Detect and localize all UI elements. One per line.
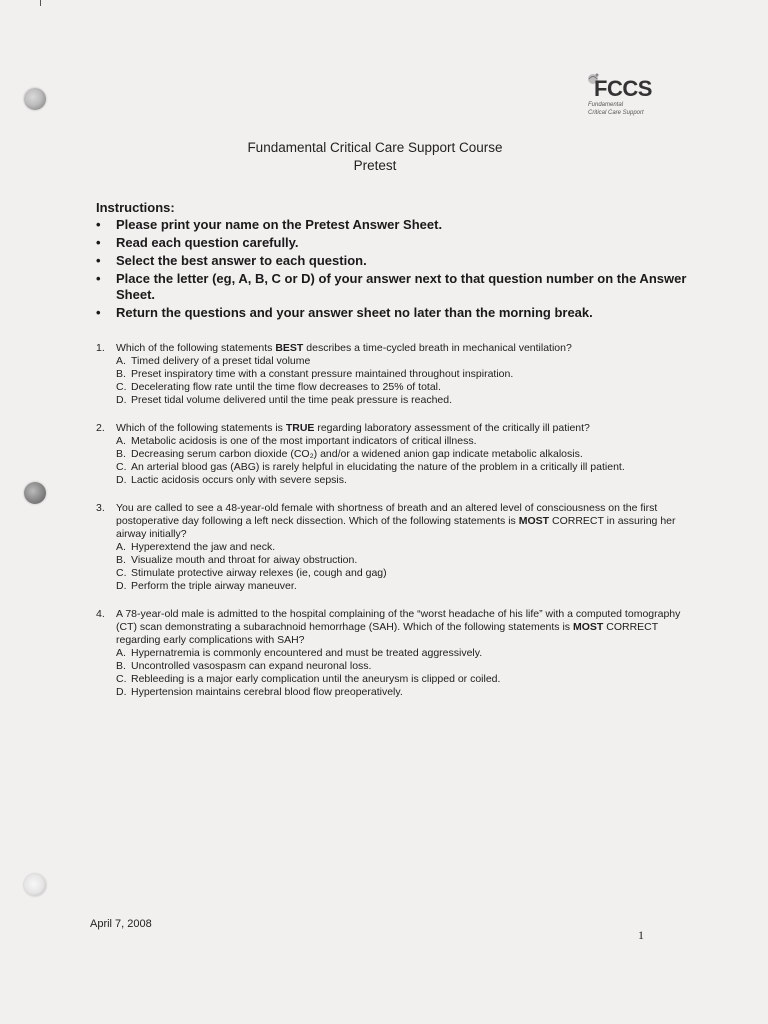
logo-subtitle-line1: Fundamental (588, 102, 624, 108)
questions-section (96, 342, 696, 714)
punch-hole-bottom (24, 874, 46, 896)
answer-option-c: C. Stimulate protective airway relexes (ie, cough and gag) (116, 567, 387, 579)
emphasis-word: BEST (275, 342, 304, 354)
answer-option-d: D. Hypertension maintains cerebral blood flow preoperatively. (116, 686, 403, 698)
document-title: Fundamental Critical Care Support Course (247, 140, 503, 155)
footer-date: April 7, 2008 (90, 918, 152, 930)
instructions-list (96, 217, 696, 321)
page-number: 1 (638, 928, 644, 942)
punch-hole-middle (24, 482, 46, 504)
question-1 (96, 342, 696, 407)
answer-options (96, 355, 696, 407)
instruction-item: • Place the letter (eg, A, B, C or D) of your answer next to that question number on the Answer Sheet. (96, 271, 696, 303)
answer-options (96, 541, 696, 593)
answer-options (96, 647, 696, 699)
answer-option-d: D. Preset tidal volume delivered until the time peak pressure is reached. (116, 394, 452, 406)
answer-option-c: C. Decelerating flow rate until the time flow decreases to 25% of total. (116, 381, 441, 393)
question-2 (96, 422, 696, 487)
question-3 (96, 502, 696, 593)
answer-option-b: B. Decreasing serum carbon dioxide (CO₂) and/or a widened anion gap indicate metabolic alkalosis. (116, 448, 583, 460)
instructions-block (96, 200, 696, 323)
question-number: 4. (96, 608, 105, 620)
question-number: 2. (96, 422, 105, 434)
logo-subtitle-line2: Critical Care Support (588, 110, 644, 116)
question-number: 1. (96, 342, 105, 354)
answer-option-d: D. Perform the triple airway maneuver. (116, 580, 297, 592)
answer-option-b: B. Visualize mouth and throat for aiway obstruction. (116, 554, 358, 566)
instruction-item: • Please print your name on the Pretest Answer Sheet. (96, 217, 696, 233)
answer-option-a: A. Hypernatremia is commonly encountered and must be treated aggressively. (116, 647, 483, 659)
answer-options (96, 435, 696, 487)
instruction-item: • Return the questions and your answer sheet no later than the morning break. (96, 305, 696, 321)
fccs-logo (584, 70, 694, 120)
question-number: 3. (96, 502, 105, 514)
answer-option-a: A. Hyperextend the jaw and neck. (116, 541, 276, 553)
instruction-item: • Select the best answer to each question. (96, 253, 696, 269)
answer-option-a: A. Metabolic acidosis is one of the most important indicators of critical illness. (116, 435, 477, 447)
punch-hole-top (24, 88, 46, 110)
question-4 (96, 608, 696, 699)
emphasis-word: MOST (572, 621, 604, 633)
emphasis-word: TRUE (285, 422, 315, 434)
emphasis-word: MOST (518, 515, 550, 527)
question-stem: You are called to see a 48-year-old female with shortness of breath and an altered level of consciousness on the first postoperative day following a left neck dissection. Which of the following statements is MOST CORRECT in assuring her airway initially? (116, 502, 676, 540)
answer-option-c: C. An arterial blood gas (ABG) is rarely helpful in elucidating the nature of the problem in a critically ill patient. (116, 461, 625, 473)
answer-option-b: B. Preset inspiratory time with a constant pressure maintained throughout inspiration. (116, 368, 514, 380)
answer-option-a: A. Timed delivery of a preset tidal volume (116, 355, 311, 367)
scan-mark (40, 0, 41, 6)
question-stem: A 78-year-old male is admitted to the hospital complaining of the “worst headache of his life” with a computed tomography (CT) scan demonstrating a subarachnoid hemorrhage (SAH). Which of the following statements is MOST CORRECT regarding early complications with SAH? (116, 608, 681, 646)
instruction-item: • Read each question carefully. (96, 235, 696, 251)
logo-wordmark: FCCS (594, 76, 652, 101)
answer-option-c: C. Rebleeding is a major early complication until the aneurysm is clipped or coiled. (116, 673, 501, 685)
instructions-heading: Instructions: (96, 200, 175, 215)
question-stem: Which of the following statements is TRUE regarding laboratory assessment of the critically ill patient? (116, 422, 590, 434)
question-stem: Which of the following statements BEST describes a time-cycled breath in mechanical ventilation? (116, 342, 572, 354)
answer-option-b: B. Uncontrolled vasospasm can expand neuronal loss. (116, 660, 372, 672)
document-subtitle: Pretest (353, 158, 397, 173)
answer-option-d: D. Lactic acidosis occurs only with severe sepsis. (116, 474, 347, 486)
